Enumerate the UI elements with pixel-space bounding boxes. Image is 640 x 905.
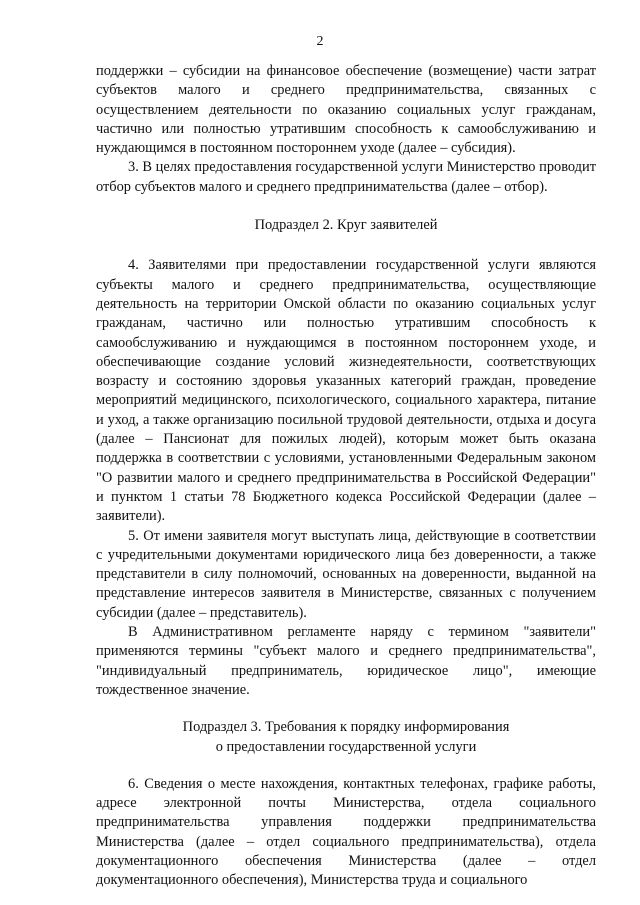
document-body	[96, 62, 596, 891]
paragraph-3-selection: 3. В целях предоставления государственной услуги Министерство проводит отбор субъектов малого и среднего предпринимательства (далее – отбор).	[96, 159, 596, 195]
subsection-3-heading-line-1: Подраздел 3. Требования к порядку информирования	[182, 719, 510, 736]
paragraph-4-applicants: 4. Заявителями при предоставлении государственной услуги являются субъекты малого и среднего предпринимательства, осуществляющие деятельность на территории Омской области по оказанию социальных услуг гражданам, частично или полностью утратившим способность к самообслуживанию и нуждающимся в постоянном постороннем уходе, и обеспечивающие создание условий жизнедеятельности, соответствующих возрасту и состоянию здоровья указанных категорий граждан, проведение мероприятий медицинского, психологического, социального характера, питание и уход, а также организацию посильной трудовой деятельности, отдыха и досуга (далее – Пансионат для пожилых людей), которым может быть оказана поддержка в соответствии с условиями, установленными Федеральным законом "О развитии малого и среднего предпринимательства в Российской Федерации" и пунктом 1 статьи 78 Бюджетного кодекса Российской Федерации (далее – заявители).	[96, 257, 596, 525]
spacer	[96, 197, 596, 216]
paragraph-terms: В Административном регламенте наряду с термином "заявители" применяются термины "субъект малого и среднего предпринимательства", "индивидуальный предприниматель, юридическое лицо", имеющие тождественное значение.	[96, 624, 596, 698]
subsection-2-heading: Подраздел 2. Круг заявителей	[254, 217, 438, 234]
paragraph-5-representatives: 5. От имени заявителя могут выступать лица, действующие в соответствии с учредительными документами юридического лица без доверенности, а также представители в силу полномочий, основанных на доверенности, выданной на представление интересов заявителя в Министерстве, связанных с получением субсидии (далее – представитель).	[96, 527, 596, 621]
subsection-3-heading-line-2: о предоставлении государственной услуги	[215, 738, 477, 755]
page-number: 2	[316, 34, 324, 49]
paragraph-6-information: 6. Сведения о месте нахождения, контактных телефонах, графике работы, адресе электронной почты Министерства, отдела социального предпринимательства управления поддержки предпринимательства Министерства (далее – отдел социального предпринимательства), отдела документационного обеспечения Министерства (далее – отдел документационного обеспечения), Министерства труда и социального	[96, 775, 596, 889]
paragraph-subsidy-definition: поддержки – субсидии на финансовое обеспечение (возмещение) части затрат субъектов малого и среднего предпринимательства, связанных с осуществлением деятельности по оказанию социальных услуг гражданам, частично или полностью утратившим способность к самообслуживанию и нуждающимся в постоянном постороннем уходе (далее – субсидия).	[96, 63, 596, 157]
spacer	[96, 700, 596, 718]
spacer	[96, 235, 596, 256]
spacer	[96, 757, 596, 775]
